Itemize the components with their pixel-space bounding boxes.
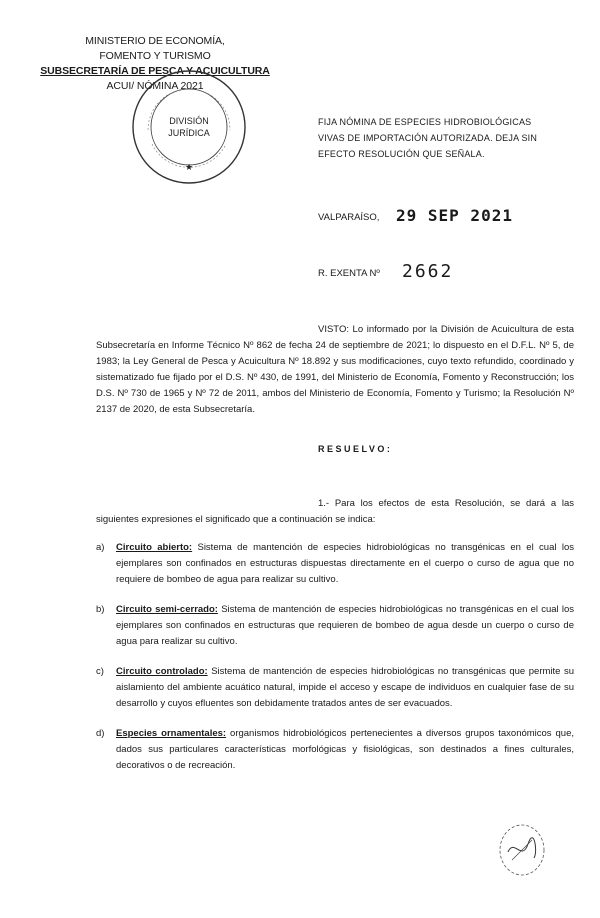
seal-star-icon: ★ — [184, 162, 194, 172]
exenta-label: R. EXENTA Nº — [318, 268, 380, 279]
date-stamp: 29 SEP 2021 — [396, 206, 513, 225]
definition-term: Especies ornamentales: — [116, 728, 227, 739]
definition-item — [96, 540, 574, 588]
seal-division-text: DIVISIÓN — [169, 116, 209, 126]
definition-marker: b) — [96, 604, 105, 615]
definition-text: Sistema de mantención de especies hidrobiológicas no transgénicas en el cual los ejemplares son confinados en estructuras dispuestas directamente en el cuerpo o curso de agua que no requiere de bombeo de agua para realizar su cultivo. — [116, 542, 574, 585]
resolution-subject: FIJA NÓMINA DE ESPECIES HIDROBIOLÓGICAS VIVAS DE IMPORTACIÓN AUTORIZADA. DEJA SIN EFECTO RESOLUCIÓN QUE SEÑALA. — [318, 117, 538, 159]
exenta-number-stamp: 2662 — [402, 261, 454, 282]
point-1-paragraph: 1.- Para los efectos de esta Resolución, se dará a las siguientes expresiones el significado que a continuación se indica: — [96, 498, 574, 525]
visto-paragraph: VISTO: Lo informado por la División de Acuicultura de esta Subsecretaría en Informe Técnico Nº 862 de fecha 24 de septiembre de 2021; lo dispuesto en el D.F.L. Nº 5, de 1983; la Ley General de Pesca y Acuicultura Nº 18.892 y sus modificaciones, cuyo texto refundido, coordinado y sistematizado fue fijado por el D.S. Nº 430, de 1991, del Ministerio de Economía, Fomento y Reconstrucción; los D.S. Nº 730 de 1965 y Nº 72 de 2011, ambos del Ministerio de Economía, Fomento y Turismo; la Resolución Nº 2137 de 2020, de esta Subsecretaría. — [96, 324, 574, 415]
seal-juridica-text: JURÍDICA — [168, 128, 210, 138]
definition-marker: d) — [96, 728, 105, 739]
resuelvo-heading: RESUELVO: — [318, 444, 393, 454]
definition-term: Circuito controlado: — [116, 666, 208, 677]
definition-text: Sistema de mantención de especies hidrobiológicas no transgénicas en el cual los ejemplares son confinados en estructuras que requieren de bombeo de agua desde un cuerpo o curso de agua para realizar su cultivo. — [116, 604, 575, 647]
definition-item — [96, 602, 574, 650]
definition-text: organismos hidrobiológicos pertenecientes a diversos grupos taxonómicos que, dados sus particulares características morfológicas y fisiológicas, son destinados a fines culturales, decorativos o de recreación. — [116, 728, 574, 771]
definition-term: Circuito semi-cerrado: — [116, 604, 218, 615]
header-subsecretaria: SUBSECRETARÍA DE PESCA Y ACUICULTURA — [40, 65, 270, 77]
definition-item — [96, 664, 574, 712]
definition-item — [96, 726, 574, 774]
division-juridica-seal — [128, 66, 250, 188]
header-ministry: MINISTERIO DE ECONOMÍA, — [85, 35, 225, 47]
place-label: VALPARAÍSO, — [318, 212, 380, 223]
definition-term: Circuito abierto: — [116, 542, 193, 553]
definition-text: Sistema de mantención de especies hidrobiológicas no transgénicas que permite su aislamiento del ambiente acuático natural, impide el acceso y escape de individuos en cualquier fase de su desarrollo y cuyos efluentes son debidamente tratados antes de ser evacuados. — [116, 666, 574, 709]
header-fomento: FOMENTO Y TURISMO — [99, 50, 211, 62]
definition-marker: a) — [96, 542, 105, 553]
definition-marker: c) — [96, 666, 104, 677]
initials-rubric-stamp — [496, 822, 548, 878]
header-reference: ACUI/ NÓMINA 2021 — [106, 80, 204, 92]
